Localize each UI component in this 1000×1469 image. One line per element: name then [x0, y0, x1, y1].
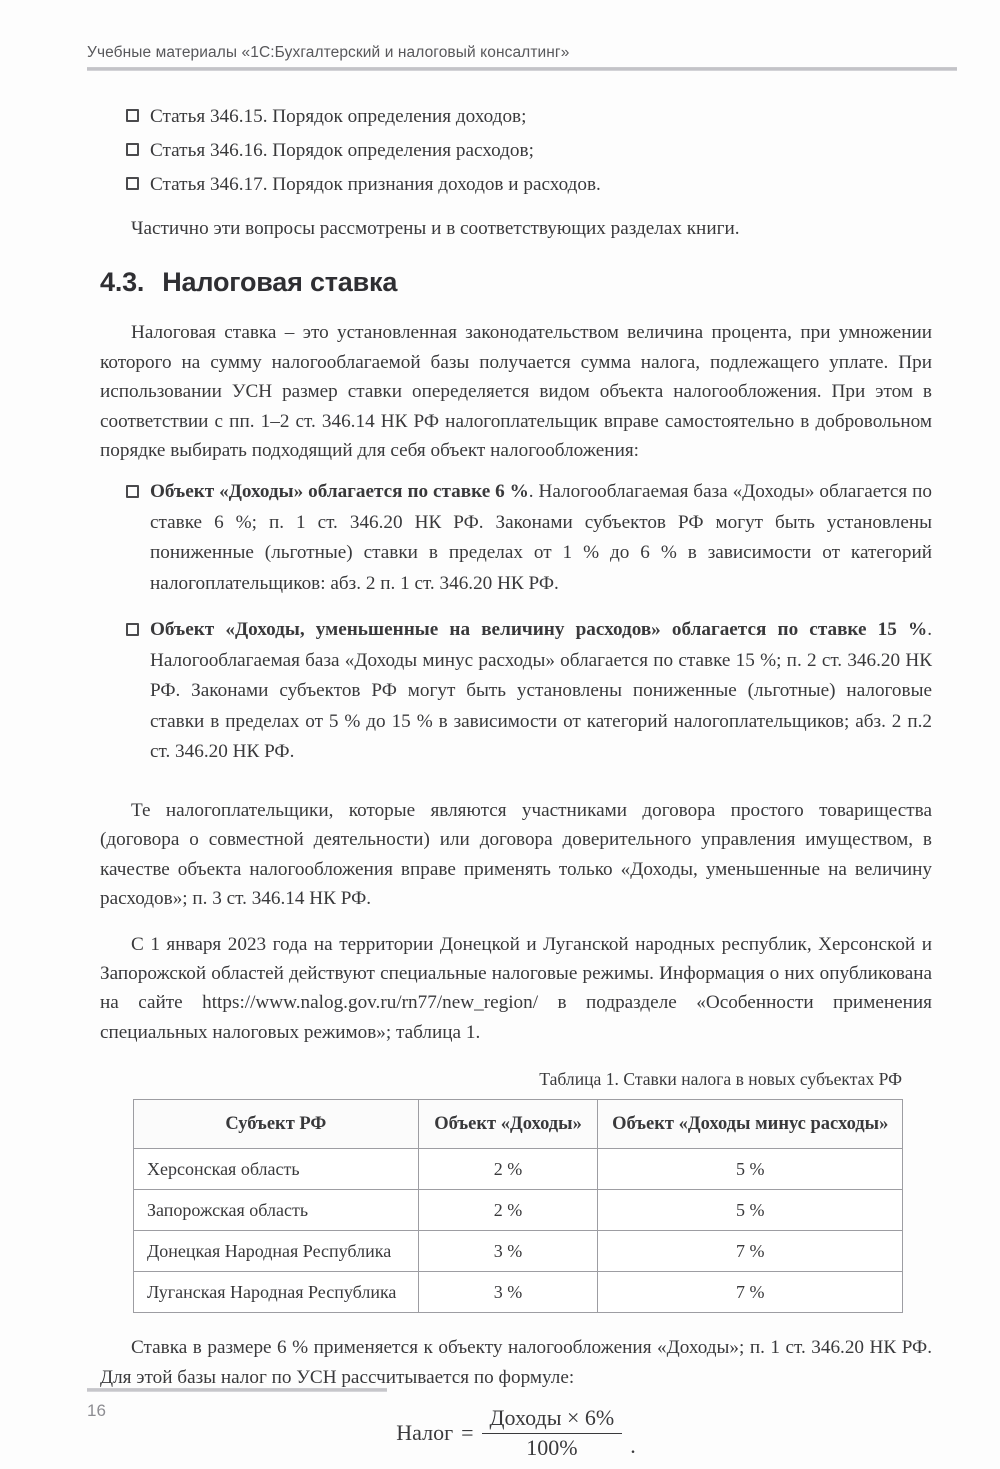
list-item-body: . Налогооблагаемая база «Доходы минус расходы» облагается по ставке 15 %; п. 2 ст. 346.20 НК РФ. Законами субъектов РФ могут быть установлены пониженные (льготные) налоговые ставки в пределах от 5 % до 15 % в зависимости от категорий налогоплательщиков; абз. 2 п.2 ст. 346.20 НК РФ. [150, 619, 932, 763]
cell-income-rate: 3 % [418, 1272, 598, 1313]
table-header-row [134, 1100, 903, 1149]
column-header-income-minus-expenses: Объект «Доходы минус расходы» [598, 1100, 903, 1149]
running-header [87, 44, 957, 71]
formula-numerator: Доходы × 6% [489, 1405, 615, 1430]
paragraph-definition: Налоговая ставка – это установленная законодательством величина процента, при умножении которого на сумму налогооблагаемой базы получается сумма налога, подлежащего уплате. При использовании УСН размер ставки опеределяется видом объекта налогообложения. При этом в соответствии с пп. 1–2 ст. 346.14 НК РФ налогоплательщик вправе самостоятельно в добровольном порядке выбирать подходящий для себя объект налогообложения: [100, 322, 932, 462]
cell-income-minus-rate: 7 % [598, 1231, 903, 1272]
square-bullet-icon [126, 109, 139, 122]
section-number: 4.3. [100, 267, 145, 298]
page-footer [87, 1388, 387, 1421]
page-number: 16 [87, 1401, 106, 1420]
formula-equals-sign: = [461, 1420, 474, 1446]
square-bullet-icon [126, 143, 139, 156]
list-item-lead: Объект «Доходы» облагается по ставке 6 % [150, 481, 529, 503]
cell-income-rate: 2 % [418, 1149, 598, 1190]
cell-income-rate: 3 % [418, 1231, 598, 1272]
list-item-lead: Объект «Доходы, уменьшенные на величину расходов» облагается по ставке 15 % [150, 619, 928, 641]
table-row [134, 1190, 903, 1231]
paragraph-formula-intro: Ставка в размере 6 % применяется к объекту налогообложения «Доходы»; п. 1 ст. 346.20 НК РФ. Для этой базы налог по УСН рассчитывается по формуле: [100, 1337, 932, 1388]
cell-income-minus-rate: 5 % [598, 1190, 903, 1231]
table-row [134, 1149, 903, 1190]
articles-list [100, 100, 932, 202]
cell-subject: Запорожская область [134, 1190, 419, 1231]
cell-income-minus-rate: 7 % [598, 1272, 903, 1313]
taxation-objects-list [100, 477, 932, 768]
formula-fraction [482, 1406, 623, 1461]
table-caption: Таблица 1. Ставки налога в новых субъектах РФ [539, 1069, 902, 1090]
list-item [100, 134, 932, 168]
section-title: Налоговая ставка [162, 267, 398, 298]
list-item-label: Статья 346.16. Порядок определения расходов; [150, 140, 534, 161]
list-item-label: Статья 346.17. Порядок признания доходов и расходов. [150, 174, 601, 195]
paragraph-partnership: Те налогоплательщики, которые являются участниками договора простого товарищества (договора о совместной деятельности) или договора доверительного управления имуществом, в качестве объекта налогообложения вправе применять только «Доходы, уменьшенные на величину расходов»; п. 3 ст. 346.14 НК РФ. [100, 799, 932, 910]
cell-subject: Донецкая Народная Республика [134, 1231, 419, 1272]
cell-subject: Луганская Народная Республика [134, 1272, 419, 1313]
formula-trailing-period: . [630, 1432, 636, 1458]
list-item [100, 168, 932, 202]
list-item-label: Статья 346.15. Порядок определения доходов; [150, 106, 527, 127]
intro-paragraph: Частично эти вопросы рассмотрены и в соответствующих разделах книги. [131, 218, 740, 239]
footer-rule [87, 1388, 387, 1392]
cell-income-minus-rate: 5 % [598, 1149, 903, 1190]
page-content [100, 100, 932, 1461]
rates-table [133, 1099, 903, 1313]
running-header-rule [87, 67, 957, 71]
column-header-income: Объект «Доходы» [418, 1100, 598, 1149]
list-item [100, 477, 932, 599]
cell-subject: Херсонская область [134, 1149, 419, 1190]
running-header-title: Учебные материалы «1С:Бухгалтерский и налоговый консалтинг» [87, 44, 570, 61]
formula-denominator: 100% [526, 1435, 578, 1461]
list-item [100, 615, 932, 768]
list-item [100, 100, 932, 134]
formula-left-side: Налог [396, 1420, 454, 1446]
table-row [134, 1231, 903, 1272]
square-bullet-icon [126, 177, 139, 190]
cell-income-rate: 2 % [418, 1190, 598, 1231]
square-bullet-icon [126, 623, 139, 636]
paragraph-new-regions: С 1 января 2023 года на территории Донецкой и Луганской народных республик, Херсонской и Запорожской областей действуют специальные налоговые режимы. Информация о них опубликована на сайте https://www.nalog.gov.ru/rn77/new_region/ в подразделе «Особенности применения специальных налоговых режимов»; таблица 1. [100, 933, 932, 1043]
page-title [100, 267, 932, 298]
list-item-body: . Налогооблагаемая база «Доходы» облагается по ставке 6 %; п. 1 ст. 346.20 НК РФ. Законами субъектов РФ могут быть установлены пониженные (льготные) ставки в пределах от 1 % до 6 % в зависимости от категорий налогоплательщиков: абз. 2 п. 1 ст. 346.20 НК РФ. [150, 481, 932, 594]
square-bullet-icon [126, 485, 139, 498]
column-header-subject: Субъект РФ [134, 1100, 419, 1149]
table-row [134, 1272, 903, 1313]
